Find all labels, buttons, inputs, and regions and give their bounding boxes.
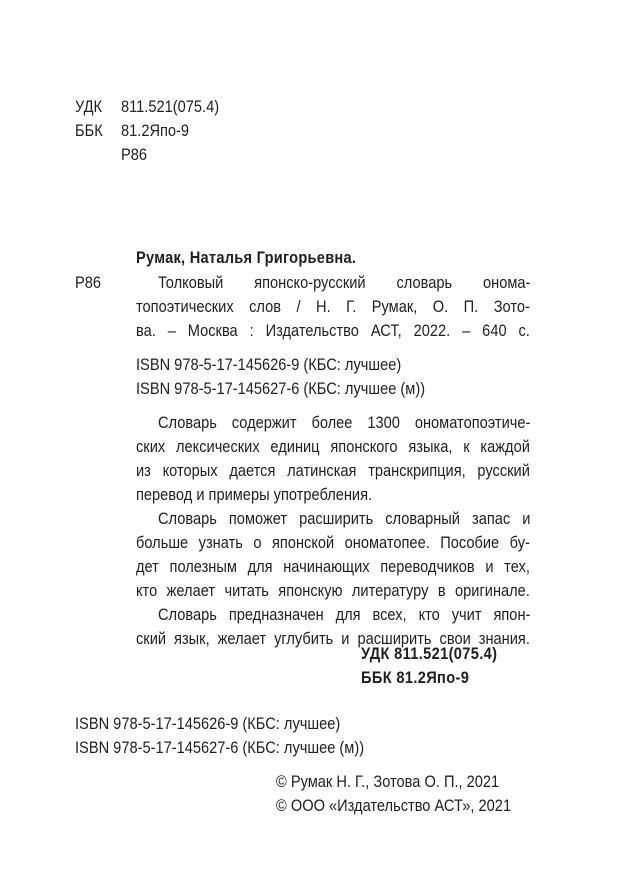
- description-line: ва. – Москва : Издательство АСТ, 2022. – 640 с.: [136, 321, 530, 340]
- udk-value: 811.521(075.4): [121, 97, 220, 116]
- isbn-line: ISBN 978-5-17-145626-9 (КБС: лучшее): [136, 355, 402, 374]
- annotation-line: Словарь предназначен для всех, кто учит япон-: [158, 605, 531, 624]
- annotation-line: перевод и примеры употребления.: [136, 485, 373, 504]
- annotation-line: ский язык, желает углубить и расширить свои знания.: [136, 629, 530, 648]
- isbn-line: ISBN 978-5-17-145627-6 (КБС: лучшее (м)): [136, 379, 426, 398]
- copyright-line: © Румак Н. Г., Зотова О. П., 2021: [276, 772, 500, 791]
- udk-label: УДК: [75, 97, 103, 116]
- copyright-line: © ООО «Издательство АСТ», 2021: [276, 796, 512, 815]
- description-line: топоэтических слов / Н. Г. Румак, О. П. Зото-: [136, 297, 530, 316]
- annotation-line: из которых дается латинская транскрипция, русский: [136, 461, 530, 480]
- footer-isbn-line: ISBN 978-5-17-145627-6 (КБС: лучшее (м)): [75, 738, 365, 757]
- card-author-mark: Р86: [75, 273, 102, 292]
- author-mark: Р86: [121, 145, 148, 164]
- footer-isbn-line: ISBN 978-5-17-145626-9 (КБС: лучшее): [75, 714, 341, 733]
- author-heading: Румак, Наталья Григорьевна.: [136, 248, 357, 267]
- annotation-line: кто желает читать японскую литературу в оригинале.: [136, 581, 530, 600]
- annotation-line: Словарь содержит более 1300 ономатопоэтиче-: [158, 413, 531, 432]
- annotation-line: дет полезным для начинающих переводчиков и тех,: [136, 557, 530, 576]
- classification-bbk: ББК 81.2Япо-9: [361, 668, 470, 687]
- annotation-line: Словарь поможет расширить словарный запас и: [158, 509, 531, 528]
- classification-udk: УДК 811.521(075.4): [361, 644, 498, 663]
- bbk-value: 81.2Япо-9: [121, 121, 190, 140]
- description-line: Толковый японско-русский словарь онома-: [158, 273, 531, 292]
- annotation-line: больше узнать о японской ономатопее. Пособие бу-: [136, 533, 530, 552]
- bbk-label: ББК: [75, 121, 103, 140]
- annotation-line: ских лексических единиц японского языка, к каждой: [136, 437, 530, 456]
